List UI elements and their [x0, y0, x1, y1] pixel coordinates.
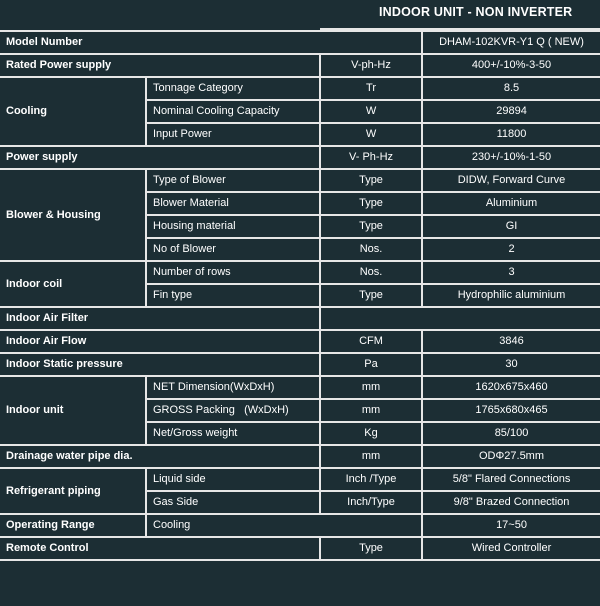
row-blower-type — [0, 169, 600, 192]
sub-label: Gas Side — [146, 491, 320, 514]
row-remote-control — [0, 537, 600, 560]
sub-label: Cooling — [146, 514, 422, 537]
row-cooling-tonnage — [0, 77, 600, 100]
row-model-number — [0, 31, 600, 54]
sub-label: Number of rows — [146, 261, 320, 284]
row-drainage — [0, 445, 600, 468]
spec-table — [0, 30, 600, 561]
param-label: Indoor Air Filter — [0, 307, 320, 330]
param-value-empty — [320, 307, 600, 330]
param-unit: W — [320, 100, 422, 123]
param-unit: Pa — [320, 353, 422, 376]
param-unit: Nos. — [320, 238, 422, 261]
param-value: 400+/-10%-3-50 — [422, 54, 600, 77]
param-unit: Kg — [320, 422, 422, 445]
param-label: Drainage water pipe dia. — [0, 445, 320, 468]
group-label-indoor-coil: Indoor coil — [0, 261, 146, 307]
param-value: 85/100 — [422, 422, 600, 445]
param-unit: Type — [320, 169, 422, 192]
param-value: 1620x675x460 — [422, 376, 600, 399]
param-unit: V- Ph-Hz — [320, 146, 422, 169]
param-unit: Type — [320, 284, 422, 307]
sub-label: Net/Gross weight — [146, 422, 320, 445]
param-unit: mm — [320, 445, 422, 468]
sub-label: Nominal Cooling Capacity — [146, 100, 320, 123]
param-value: 29894 — [422, 100, 600, 123]
param-unit: Inch /Type — [320, 468, 422, 491]
row-rated-power-supply — [0, 54, 600, 77]
param-value: 230+/-10%-1-50 — [422, 146, 600, 169]
row-indoor-air-filter — [0, 307, 600, 330]
param-value: Hydrophilic aluminium — [422, 284, 600, 307]
param-label: Indoor Air Flow — [0, 330, 320, 353]
param-unit: Inch/Type — [320, 491, 422, 514]
row-operating-range — [0, 514, 600, 537]
param-unit: Nos. — [320, 261, 422, 284]
param-value: Wired Controller — [422, 537, 600, 560]
param-label: Remote Control — [0, 537, 320, 560]
param-label: Model Number — [0, 31, 422, 54]
param-unit: Type — [320, 192, 422, 215]
param-value: DIDW, Forward Curve — [422, 169, 600, 192]
group-label-refrigerant-piping: Refrigerant piping — [0, 468, 146, 514]
param-unit: mm — [320, 399, 422, 422]
sub-label: Fin type — [146, 284, 320, 307]
param-value: 3 — [422, 261, 600, 284]
row-indoor-air-flow — [0, 330, 600, 353]
group-label-blower-housing: Blower & Housing — [0, 169, 146, 261]
param-unit: Tr — [320, 77, 422, 100]
param-value: 17~50 — [422, 514, 600, 537]
row-liquid-side — [0, 468, 600, 491]
sub-label: No of Blower — [146, 238, 320, 261]
param-value: 5/8" Flared Connections — [422, 468, 600, 491]
param-unit: W — [320, 123, 422, 146]
row-net-dimension — [0, 376, 600, 399]
row-power-supply — [0, 146, 600, 169]
sub-label: Housing material — [146, 215, 320, 238]
param-value: 8.5 — [422, 77, 600, 100]
param-label: Indoor Static pressure — [0, 353, 320, 376]
param-value: DHAM-102KVR-Y1 Q ( NEW) — [422, 31, 600, 54]
param-value: 1765x680x465 — [422, 399, 600, 422]
sub-label: Type of Blower — [146, 169, 320, 192]
row-coil-rows — [0, 261, 600, 284]
sub-label: NET Dimension(WxDxH) — [146, 376, 320, 399]
param-unit: Type — [320, 537, 422, 560]
param-value: 30 — [422, 353, 600, 376]
param-label: Operating Range — [0, 514, 146, 537]
group-label-indoor-unit: Indoor unit — [0, 376, 146, 445]
param-label: Rated Power supply — [0, 54, 320, 77]
sub-label: Liquid side — [146, 468, 320, 491]
param-unit: V-ph-Hz — [320, 54, 422, 77]
param-value: Aluminium — [422, 192, 600, 215]
param-unit: mm — [320, 376, 422, 399]
group-label-cooling: Cooling — [0, 77, 146, 146]
sub-label: Blower Material — [146, 192, 320, 215]
sub-label: GROSS Packing (WxDxH) — [146, 399, 320, 422]
param-value: 9/8" Brazed Connection — [422, 491, 600, 514]
param-value: ODΦ27.5mm — [422, 445, 600, 468]
param-unit: Type — [320, 215, 422, 238]
param-value: GI — [422, 215, 600, 238]
sub-label: Tonnage Category — [146, 77, 320, 100]
param-value: 11800 — [422, 123, 600, 146]
param-value: 3846 — [422, 330, 600, 353]
row-static-pressure — [0, 353, 600, 376]
param-unit: CFM — [320, 330, 422, 353]
param-label: Power supply — [0, 146, 320, 169]
sub-label: Input Power — [146, 123, 320, 146]
sheet-title: INDOOR UNIT - NON INVERTER — [379, 5, 573, 19]
param-value: 2 — [422, 238, 600, 261]
